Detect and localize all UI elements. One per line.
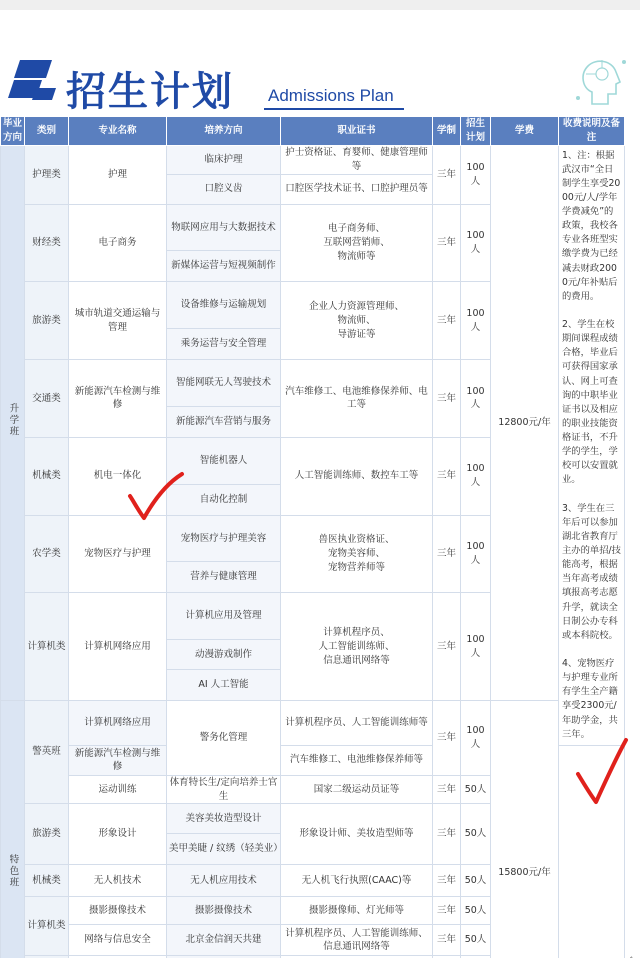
years-cell: 三年 — [433, 925, 461, 956]
years-cell: 三年 — [433, 701, 461, 776]
certificate-cell: 无人机飞行执照(CAAC)等 — [281, 865, 433, 897]
years-cell: 三年 — [433, 865, 461, 897]
category-cell: 警英班 — [25, 701, 69, 804]
plan-cell: 50人 — [461, 775, 491, 804]
years-cell: 三年 — [433, 515, 461, 593]
fee-cell: 15800元/年 — [491, 701, 559, 958]
major-cell: 城市轨道交通运输与管理 — [69, 282, 167, 360]
category-cell: 旅游类 — [25, 804, 69, 865]
certificate-cell: 企业人力资源管理师、 物流师、 导游证等 — [281, 282, 433, 360]
plan-cell: 50人 — [461, 925, 491, 956]
ai-head-decoration-icon — [572, 52, 630, 112]
direction-cell: 无人机应用技术 — [167, 865, 281, 897]
major-cell: 无人机技术 — [69, 865, 167, 897]
category-cell: 交通类 — [25, 360, 69, 438]
category-cell: 旅游类 — [25, 282, 69, 360]
major-cell: 新能源汽车检测与维修 — [69, 745, 167, 775]
certificate-cell: 计算机程序员、 人工智能训练师、 信息通讯网络等 — [281, 593, 433, 701]
category-cell: 农学类 — [25, 515, 69, 593]
certificate-cell: 人工智能训练师、数控车工等 — [281, 437, 433, 515]
plan-cell: 100人 — [461, 204, 491, 282]
years-cell: 三年 — [433, 282, 461, 360]
logo-mark-icon — [6, 58, 58, 108]
col-header-training: 培养方向 — [167, 117, 281, 146]
col-header-years: 学制 — [433, 117, 461, 146]
major-cell: 摄影摄像技术 — [69, 897, 167, 925]
certificate-cell: 摄影摄像师、灯光师等 — [281, 897, 433, 925]
major-cell: 网络与信息安全 — [69, 925, 167, 956]
certificate-cell: 国家二级运动员证等 — [281, 775, 433, 804]
plan-cell: 100人 — [461, 360, 491, 438]
direction-cell: 自动化控制 — [167, 484, 281, 515]
category-cell: 机械类 — [25, 437, 69, 515]
direction-cell: 宠物医疗与护理美容 — [167, 515, 281, 562]
direction-cell: 新能源汽车营销与服务 — [167, 406, 281, 437]
page-title-english: Admissions Plan — [268, 86, 394, 105]
category-cell: 计算机类 — [25, 897, 69, 956]
years-cell: 三年 — [433, 437, 461, 515]
direction-cell: 新媒体运营与短视频制作 — [167, 251, 281, 282]
major-cell: 电子商务 — [69, 204, 167, 282]
plan-cell: 100人 — [461, 437, 491, 515]
fee-cell: 12800元/年 — [491, 145, 559, 701]
certificate-cell: 护士资格证、育婴师、健康管理师等 — [281, 145, 433, 174]
years-cell: 三年 — [433, 897, 461, 925]
certificate-cell: 电子商务师、 互联网营销师、 物流师等 — [281, 204, 433, 282]
col-header-category: 类别 — [25, 117, 69, 146]
major-cell: 护理 — [69, 145, 167, 204]
certificate-cell: 汽车维修工、电池维修保养师等 — [281, 745, 433, 775]
category-cell: 机械类 — [25, 865, 69, 897]
page-title: 招生计划 — [66, 69, 234, 115]
col-header-notes: 收费说明及备注 — [559, 117, 625, 146]
direction-cell: 乘务运营与安全管理 — [167, 329, 281, 360]
major-cell: 形象设计 — [69, 804, 167, 865]
years-cell: 三年 — [433, 145, 461, 204]
plan-cell: 100人 — [461, 701, 491, 776]
direction-cell: 计算机应用及管理 — [167, 593, 281, 640]
direction-cell: 美容美妆造型设计 — [167, 804, 281, 834]
certificate-cell: 兽医执业资格证、 宠物美容师、 宠物营养师等 — [281, 515, 433, 593]
direction-cell: 物联网应用与大数据技术 — [167, 204, 281, 251]
plan-cell: 100人 — [461, 593, 491, 701]
plan-cell: 50人 — [461, 897, 491, 925]
direction-cell: 美甲美睫 / 纹绣（轻美业） — [167, 834, 281, 865]
direction-cell: AI 人工智能 — [167, 670, 281, 701]
certificate-cell: 口腔医学技术证书、口腔护理员等 — [281, 174, 433, 204]
group-cell: 升学班 — [1, 145, 25, 701]
certificate-cell: 汽车维修工、电池维修保养师、电工等 — [281, 360, 433, 438]
certificate-cell: 形象设计师、美妆造型师等 — [281, 804, 433, 865]
group-cell: 特色班 — [1, 701, 25, 958]
plan-cell: 50人 — [461, 865, 491, 897]
direction-cell: 动漫游戏制作 — [167, 640, 281, 670]
col-header-plan: 招生计划 — [461, 117, 491, 146]
col-header-major: 专业名称 — [69, 117, 167, 146]
admissions-table — [0, 116, 625, 958]
category-cell: 计算机类 — [25, 593, 69, 701]
col-header-direction: 毕业方向 — [1, 117, 25, 146]
col-header-fee: 学费 — [491, 117, 559, 146]
direction-cell: 口腔义齿 — [167, 174, 281, 204]
title-underline — [264, 108, 404, 110]
direction-cell: 营养与健康管理 — [167, 562, 281, 593]
years-cell: 三年 — [433, 204, 461, 282]
category-cell: 财经类 — [25, 204, 69, 282]
major-cell: 计算机网络应用 — [69, 593, 167, 701]
notes-cell — [559, 745, 625, 958]
direction-cell: 警务化管理 — [167, 701, 281, 776]
direction-cell: 设备维修与运输规划 — [167, 282, 281, 329]
top-status-strip — [0, 0, 640, 10]
major-cell: 计算机网络应用 — [69, 701, 167, 746]
direction-cell: 智能网联无人驾驶技术 — [167, 360, 281, 407]
certificate-cell: 计算机程序员、人工智能训练师等 — [281, 701, 433, 746]
years-cell: 三年 — [433, 593, 461, 701]
major-cell: 新能源汽车检测与维修 — [69, 360, 167, 438]
plan-cell: 50人 — [461, 804, 491, 865]
page-header — [0, 40, 640, 120]
plan-cell: 100人 — [461, 145, 491, 204]
major-cell: 宠物医疗与护理 — [69, 515, 167, 593]
direction-cell: 临床护理 — [167, 145, 281, 174]
admissions-table-container — [0, 116, 624, 958]
notes-cell: 1、注：根据武汉市“全日制学生享受2000元/人/学年学费减免”的政策，我校各专业各班型实缴学费为已经减去财政2000元/年补贴后的费用。 2、学生在校期间课程成绩合格，毕业后可获得国家承认、网上可查询的中职毕业证书以及相应的职业技能资格证书，不升学的学生，学校可以安置就业。 3、学生在三年后可以参加湖北省教育厅主办的单招/技能高考，根据当年高考成绩填报高考志愿升学，就读全日制公办专科或本科院校。 4、宠物医疗与护理专业所有学生全产籍享受2300元/年助学金，共三年。 — [559, 145, 625, 745]
years-cell: 三年 — [433, 775, 461, 804]
category-cell: 护理类 — [25, 145, 69, 204]
years-cell: 三年 — [433, 804, 461, 865]
table-row — [1, 145, 625, 174]
direction-cell: 北京金信润天共建 — [167, 925, 281, 956]
table-row — [1, 701, 625, 746]
years-cell: 三年 — [433, 360, 461, 438]
plan-cell: 100人 — [461, 282, 491, 360]
certificate-cell: 计算机程序员、人工智能训练师、 信息通讯网络等 — [281, 925, 433, 956]
plan-cell: 100人 — [461, 515, 491, 593]
major-cell: 机电一体化 — [69, 437, 167, 515]
direction-cell: 体育特长生/定向培养士官生 — [167, 775, 281, 804]
direction-cell: 智能机器人 — [167, 437, 281, 484]
major-cell: 运动训练 — [69, 775, 167, 804]
direction-cell: 摄影摄像技术 — [167, 897, 281, 925]
col-header-certificate: 职业证书 — [281, 117, 433, 146]
table-header-row — [1, 117, 625, 146]
